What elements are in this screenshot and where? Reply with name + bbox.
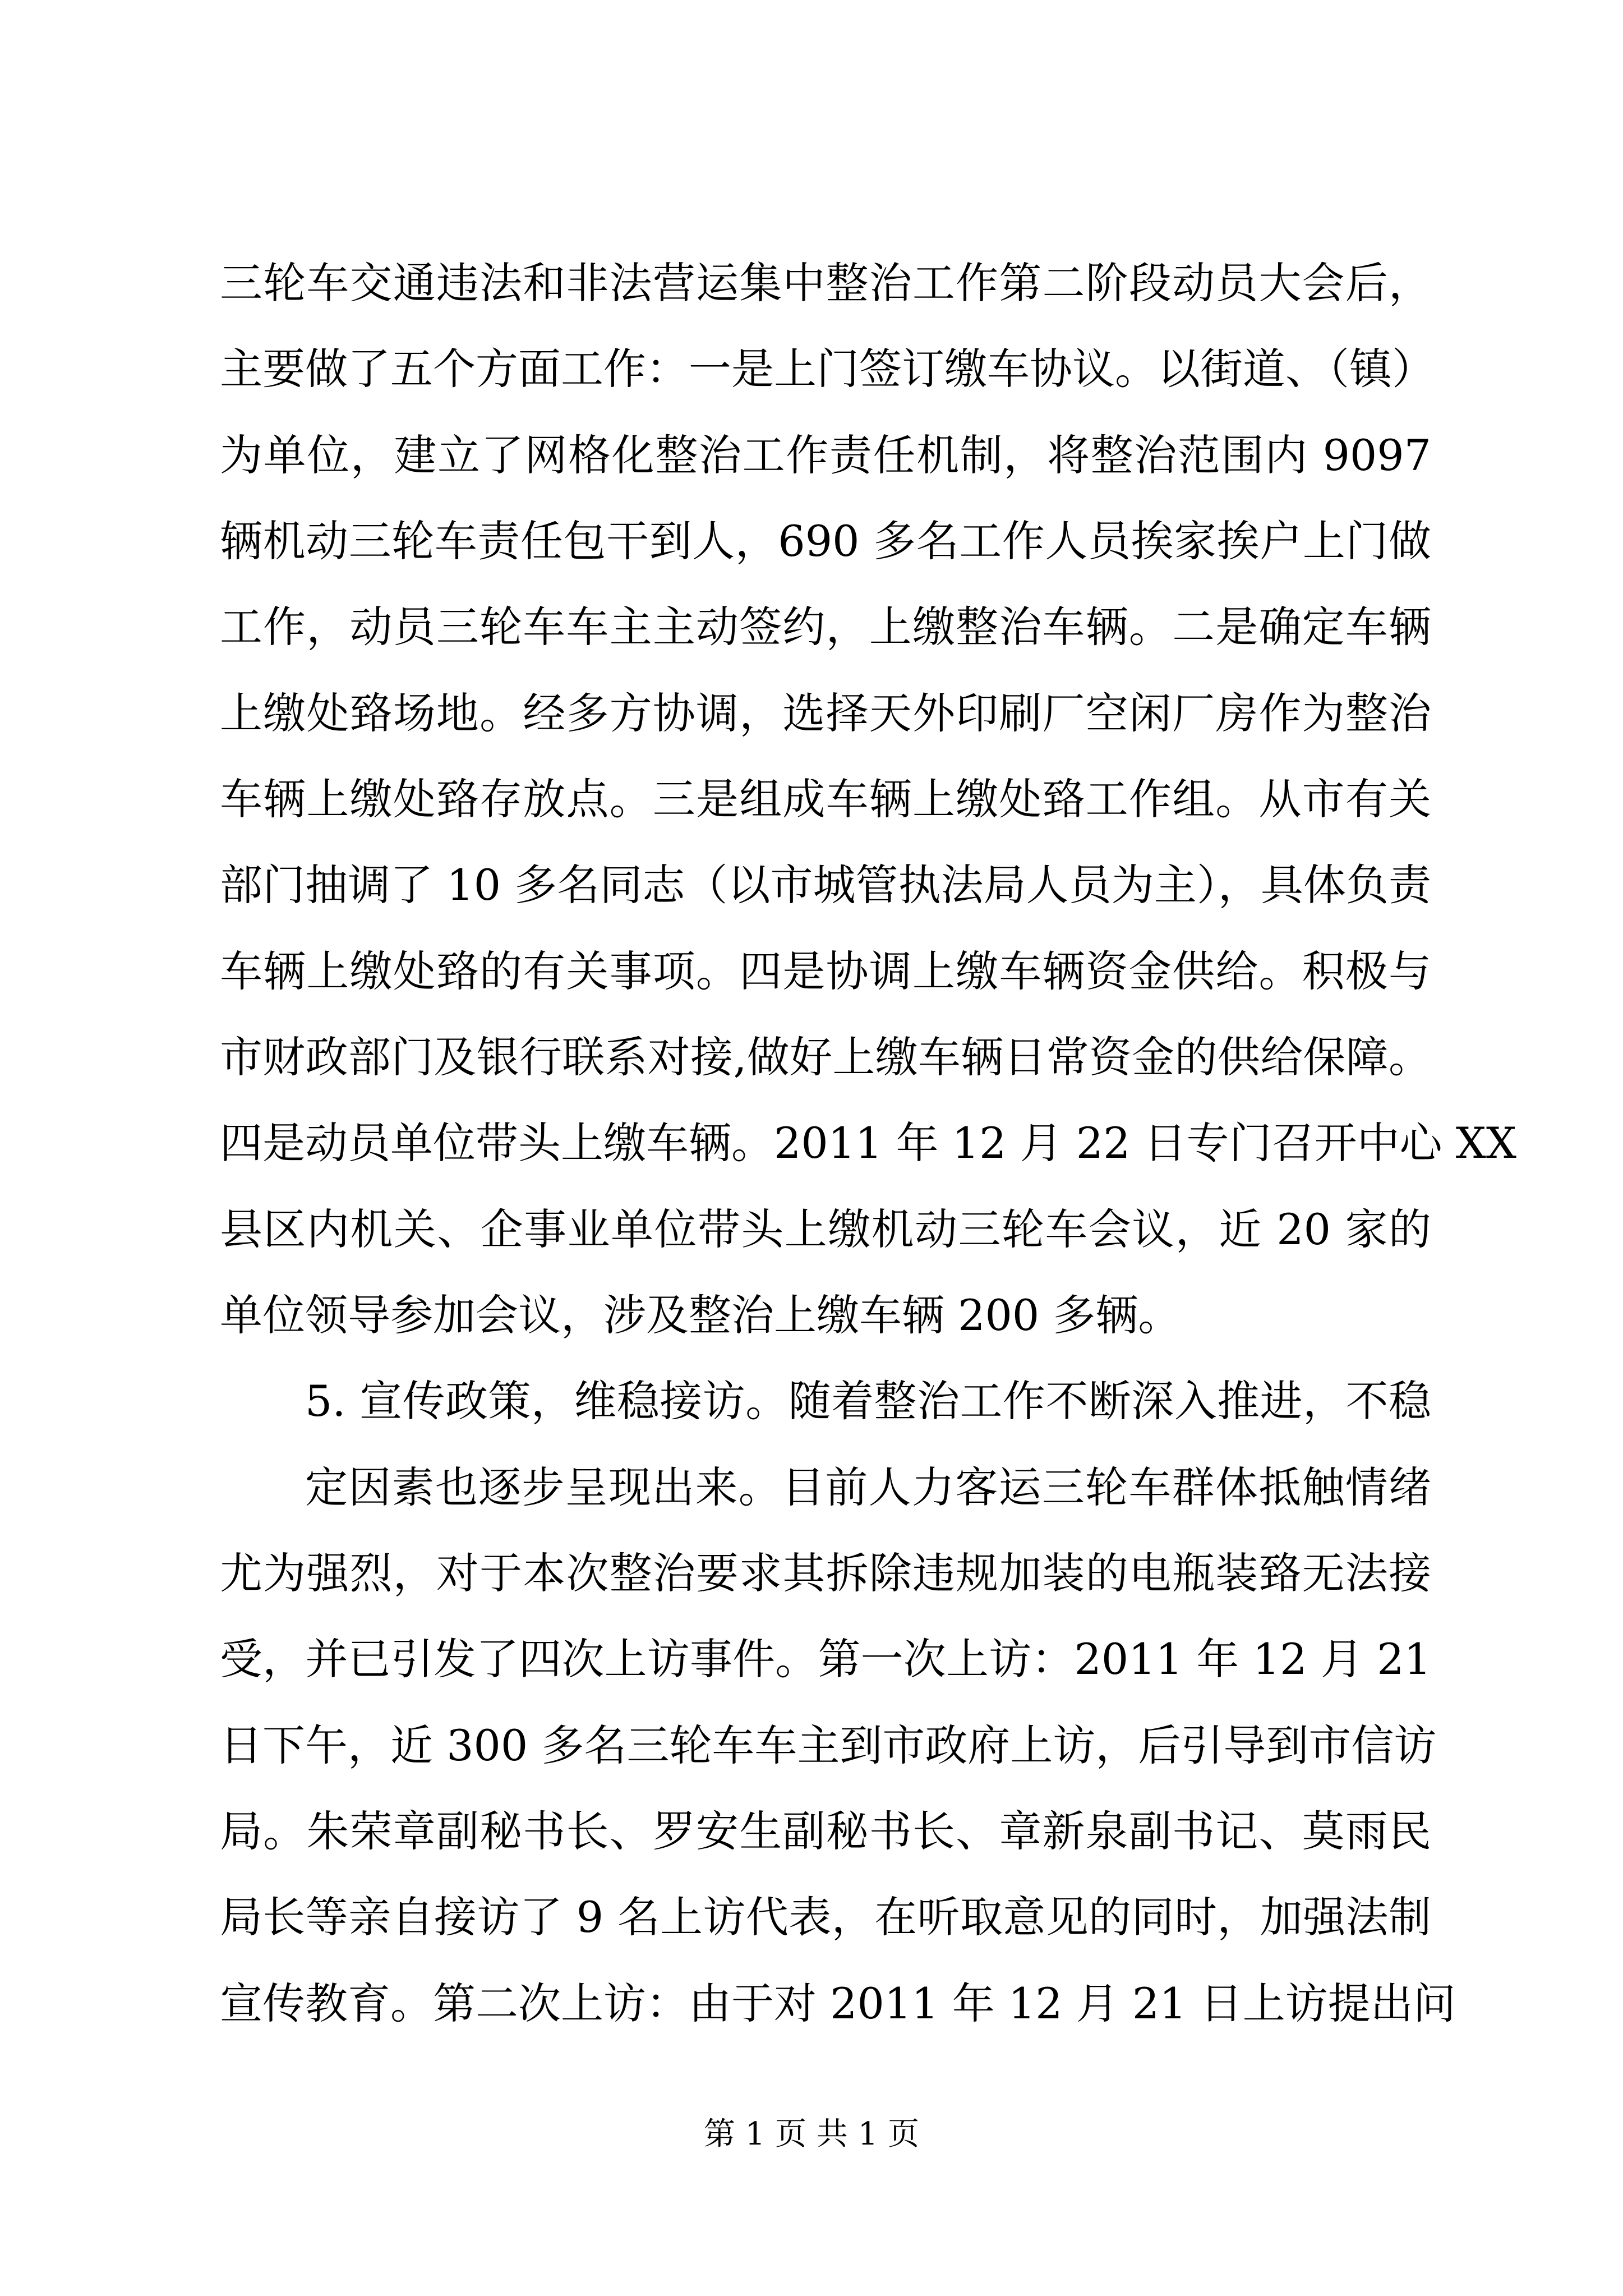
text-line: 尤为强烈，对于本次整治要求其拆除违规加装的电瓶装臵无法接 [220, 1548, 1431, 1598]
page-footer: 第 1 页 共 1 页 [703, 2116, 920, 2152]
paragraph-heading-line: 5. 宣传政策，维稳接访。随着整治工作不断深入推进，不稳 [305, 1376, 1431, 1426]
text-line: 车辆上缴处臵的有关事项。四是协调上缴车辆资金供给。积极与 [220, 946, 1431, 996]
text-line: 日下午，近 300 多名三轮车车主到市政府上访，后引导到市信访 [220, 1720, 1437, 1770]
text-line: 部门抽调了 10 多名同志（以市城管执法局人员为主），具体负责 [220, 860, 1431, 910]
text-line: 三轮车交通违法和非法营运集中整治工作第二阶段动员大会后， [220, 258, 1431, 308]
text-line: 车辆上缴处臵存放点。三是组成车辆上缴处臵工作组。从市有关 [220, 774, 1431, 824]
text-line: 工作，动员三轮车车主主动签约，上缴整治车辆。二是确定车辆 [220, 602, 1431, 652]
text-line: 受，并已引发了四次上访事件。第一次上访：2011 年 12 月 21 [220, 1634, 1431, 1684]
text-line: 市财政部门及银行联系对接,做好上缴车辆日常资金的供给保障。 [220, 1032, 1431, 1082]
text-line: 局。朱荣章副秘书长、罗安生副秘书长、章新泉副书记、莫雨民 [220, 1806, 1431, 1856]
text-line: 辆机动三轮车责任包干到人，690 多名工作人员挨家挨户上门做 [220, 516, 1431, 566]
text-line: 宣传教育。第二次上访：由于对 2011 年 12 月 21 日上访提出问 [220, 1978, 1456, 2028]
text-line: 主要做了五个方面工作：一是上门签订缴车协议。以街道、（镇） [220, 344, 1435, 394]
text-line: 定因素也逐步呈现出来。目前人力客运三轮车群体抵触情绪 [305, 1462, 1431, 1512]
text-line: 县区内机关、企事业单位带头上缴机动三轮车会议，近 20 家的 [220, 1204, 1431, 1254]
text-line: 上缴处臵场地。经多方协调，选择天外印刷厂空闲厂房作为整治 [220, 688, 1431, 738]
text-line: 为单位，建立了网格化整治工作责任机制，将整治范围内 9097 [220, 430, 1431, 480]
text-line: 局长等亲自接访了 9 名上访代表，在听取意见的同时，加强法制 [220, 1892, 1431, 1942]
text-line: 四是动员单位带头上缴车辆。2011 年 12 月 22 日专门召开中心 XX [220, 1118, 1516, 1168]
text-line: 单位领导参加会议，涉及整治上缴车辆 200 多辆。 [220, 1290, 1181, 1340]
